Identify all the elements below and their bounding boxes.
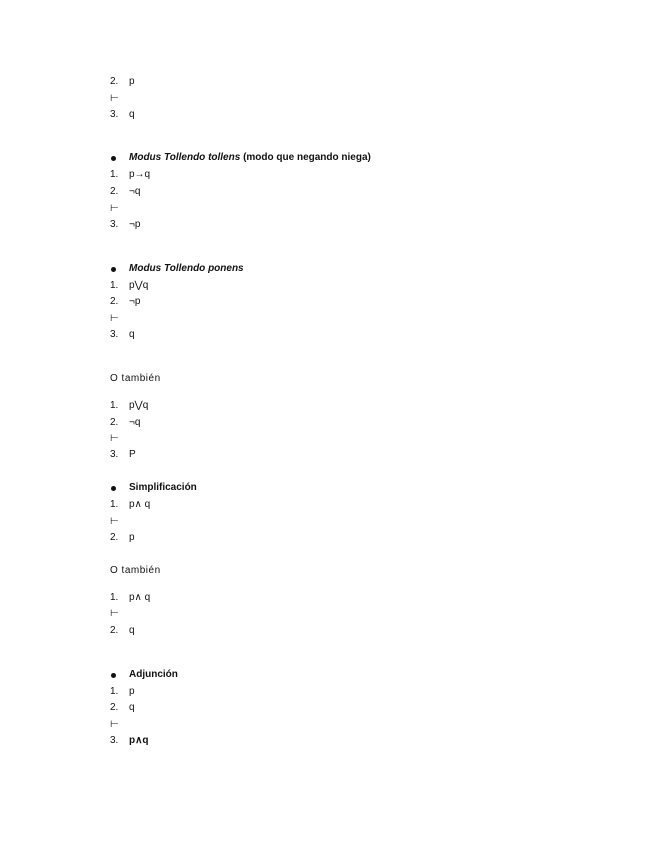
item-number: 1. — [110, 169, 119, 180]
item-formula: p∧q — [129, 735, 149, 746]
paragraph-text: O también — [110, 565, 161, 576]
item-number: 2. — [110, 532, 119, 543]
item-formula: p⋁q — [129, 280, 149, 291]
turnstile-symbol: ⊢ — [110, 719, 119, 730]
item-formula: p∧ q — [129, 499, 151, 510]
item-number: 3. — [110, 449, 119, 460]
heading-title: Modus Tollendo tollens — [129, 152, 241, 163]
item-number: 1. — [110, 400, 119, 411]
item-formula: q — [129, 702, 135, 713]
item-formula: p — [129, 686, 135, 697]
item-number: 1. — [110, 686, 119, 697]
item-formula: ¬p — [129, 296, 141, 307]
item-number: 2. — [110, 76, 119, 87]
heading-title: Adjunción — [129, 669, 178, 680]
turnstile-symbol: ⊢ — [110, 516, 119, 527]
item-number: 1. — [110, 592, 119, 603]
heading-title: Modus Tollendo ponens — [129, 263, 244, 274]
heading-suffix: (modo que negando niega) — [240, 152, 371, 163]
item-formula: ¬q — [129, 417, 141, 428]
bullet-icon — [111, 486, 116, 491]
bullet-icon — [111, 267, 116, 272]
bullet-icon — [111, 673, 116, 678]
heading-title: Simplificación — [129, 482, 197, 493]
bullet-icon — [111, 156, 116, 161]
item-formula: q — [129, 329, 135, 340]
turnstile-symbol: ⊢ — [110, 608, 119, 619]
item-number: 2. — [110, 296, 119, 307]
item-formula: p — [129, 76, 135, 87]
item-formula: ¬q — [129, 186, 141, 197]
item-number: 2. — [110, 186, 119, 197]
paragraph-text: O también — [110, 373, 161, 384]
item-number: 3. — [110, 329, 119, 340]
item-number: 3. — [110, 219, 119, 230]
item-number: 2. — [110, 702, 119, 713]
item-formula: q — [129, 625, 135, 636]
turnstile-symbol: ⊢ — [110, 203, 119, 214]
item-number: 2. — [110, 625, 119, 636]
item-number: 3. — [110, 735, 119, 746]
item-formula: ¬p — [129, 219, 141, 230]
item-formula: q — [129, 109, 135, 120]
item-number: 1. — [110, 499, 119, 510]
item-formula: P — [129, 449, 136, 460]
turnstile-symbol: ⊢ — [110, 313, 119, 324]
item-formula: p→q — [129, 169, 151, 180]
item-formula: p⋁q — [129, 400, 149, 411]
item-number: 1. — [110, 280, 119, 291]
item-number: 3. — [110, 109, 119, 120]
turnstile-symbol: ⊢ — [110, 93, 119, 104]
item-number: 2. — [110, 417, 119, 428]
item-formula: p — [129, 532, 135, 543]
item-formula: p∧ q — [129, 592, 151, 603]
turnstile-symbol: ⊢ — [110, 433, 119, 444]
